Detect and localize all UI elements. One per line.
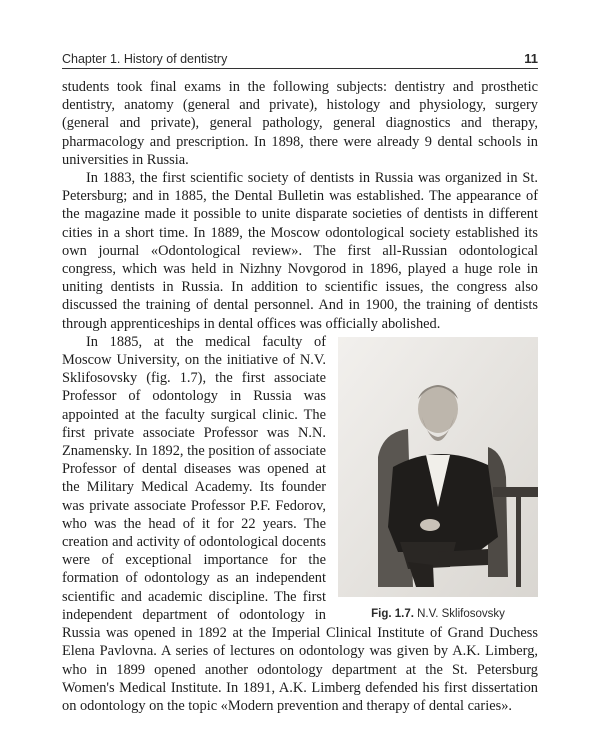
running-header bbox=[62, 46, 538, 66]
header-rule bbox=[62, 68, 538, 69]
portrait-photo bbox=[338, 337, 538, 597]
paragraph-2: In 1883, the first scientific society of dentists in Russia was organized in St. Petersburg; and in 1885, the Dental Bulletin was established. The appearance of the magazine made it possible to unite disparate societies of dentists in different cities in a short time. In 1889, the Moscow odontological society established its own journal «Odontological review». The first all-Russian odontological congress, which was held in Nizhny Novgorod in 1896, played a huge role in uniting dentists in Russia. In addition to scientific issues, the congress also discussed the training of dental personnel. And in 1900, the training of dentists through apprenticeships in dental offices was officially abolished. bbox=[62, 170, 538, 332]
paragraph-1: students took final exams in the following subjects: dentistry and prosthetic dentistry, anatomy (general and private), histology and physiology, surgery (general and private), general pathology, general diagnostics and therapy, pharmacology and prescription. In 1898, there were already 9 dental schools in universities in Russia. bbox=[62, 79, 538, 168]
paragraph-3: In 1885, at the medical faculty of Moscow University, on the initiative of N.V. Sklifosovsky (fig. 1.7), the first associate Professor of odontology in Russia was appointed at the faculty surgical clinic. The first private associate Professor was N.N. Znamensky. In 1892, the position of associate Professor of dental diseases was opened at the Military Medical Academy. Its founder was private associate Professor P.F. Fedorov, who was the head of it for 22 years. The creation and activity of odontological docents were of exceptional importance for the formation of odontology as an independent scientific and academic discipline. The first independent department of odontology in Russia was opened in 1892 at the Imperial Clinical Institute of Grand Duchess Elena Pavlovna. A series of lectures on odontology was given by A.K. Limberg, who in 1899 opened another odontology department at the St. Petersburg Women's Medical Institute. In 1891, A.K. Limberg defended his first dissertation on odontology on the topic «Modern prevention and therapy of dental caries». bbox=[62, 333, 538, 714]
body-text bbox=[62, 78, 538, 715]
figure-caption-text: N.V. Sklifosovsky bbox=[417, 607, 505, 620]
page-number: 11 bbox=[524, 51, 538, 66]
figure-caption bbox=[338, 605, 538, 623]
chapter-title: Chapter 1. History of dentistry bbox=[62, 52, 228, 66]
figure-1-7 bbox=[338, 337, 538, 623]
figure-label: Fig. 1.7. bbox=[371, 607, 414, 620]
